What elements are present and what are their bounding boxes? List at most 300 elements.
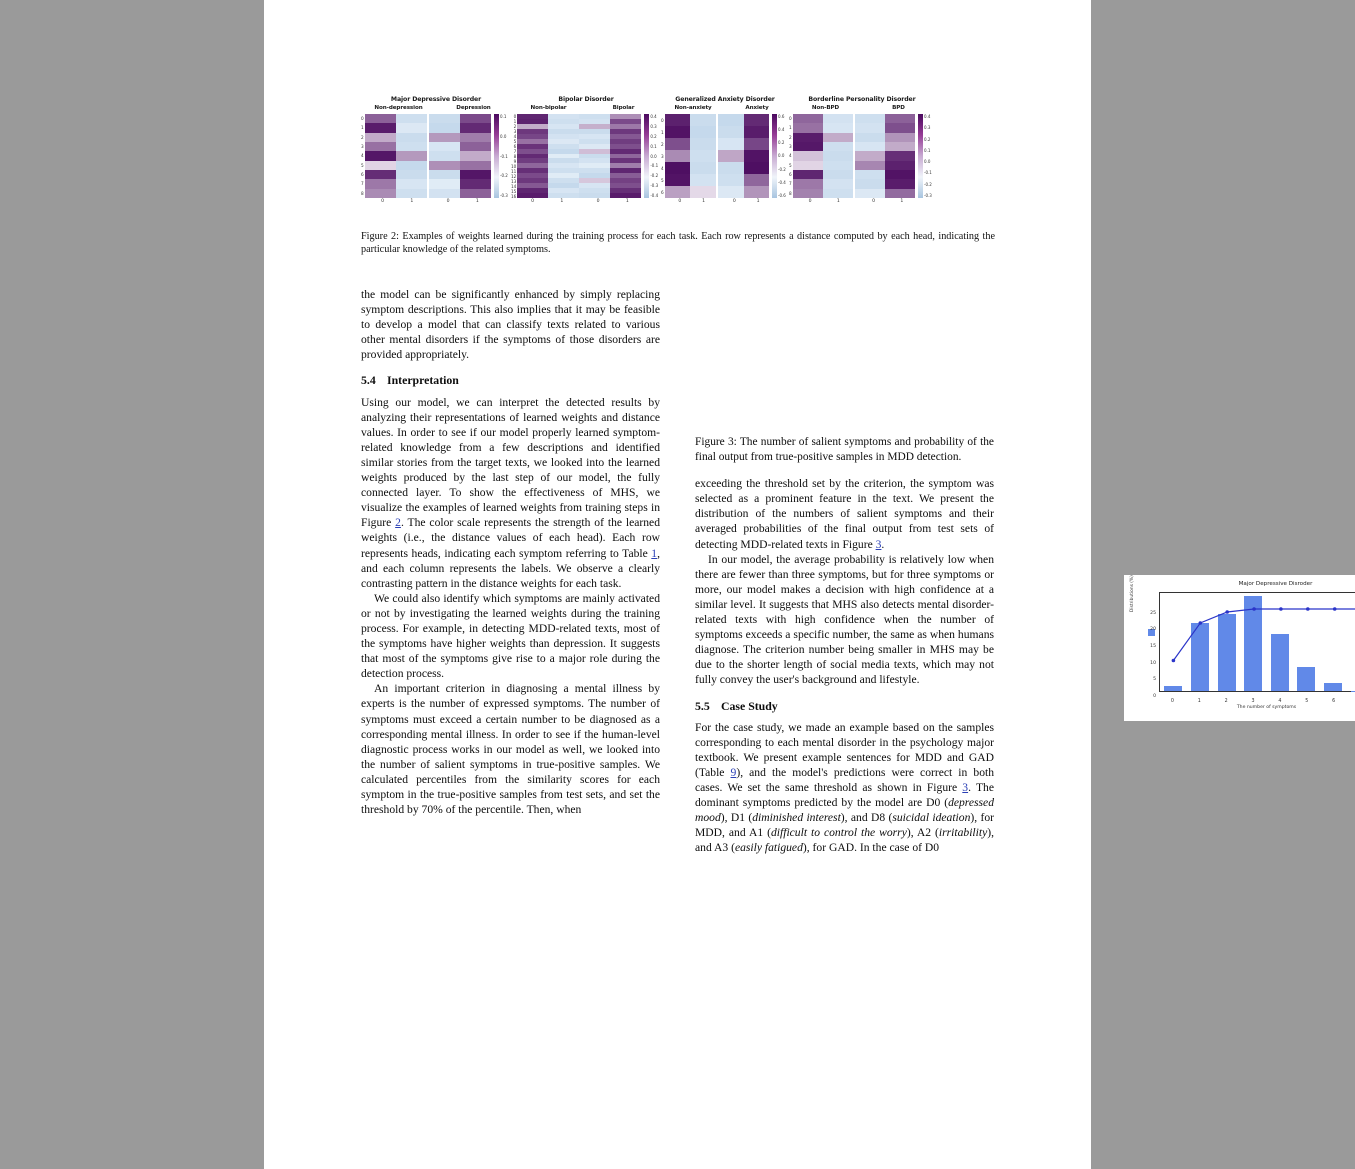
heatmap-y-tick: 10 [511,164,517,169]
heatmap-grid [429,114,491,198]
text-run: ), A2 ( [906,826,939,840]
heatmap-y-tick: 5 [361,162,364,168]
heatmap-y-tick: 2 [513,124,517,129]
heatmap-cell [396,170,427,179]
heatmap-cell [823,161,853,170]
heatmap-column [396,114,427,198]
heatmap-x-tick: 0 [596,199,600,204]
heatmap-x-tick: 0 [732,199,736,204]
heatmap-panel [661,96,789,206]
heatmap-cell [885,151,915,160]
heatmap-cell [365,179,396,188]
heatmap-cell [429,189,460,198]
chart-plot-area [1159,592,1355,692]
link-figure-3b[interactable]: 3 [962,780,969,794]
heatmap-colorbar [491,114,511,198]
chart-y-tick: 10 [1150,660,1156,666]
heatmap-cell [665,126,691,138]
heatmap-cell [460,170,491,179]
colorbar-tick: 0.0 [924,159,931,165]
heatmap-cell [396,142,427,151]
heatmap-cell [665,174,691,186]
heatmap-cell [690,114,716,126]
heatmap-grid [365,114,427,198]
heatmap-grid [855,114,915,198]
chart-x-tick: 6 [1332,699,1336,704]
paragraph: We could also identify which symptoms are mainly activated or not by investigating the learned weights during the training process. For example, in detecting MDD-related texts, most of the symptoms have higher weights than depression. It suggests that most of the symptoms give rise to a major role during the detection process. [361,591,660,681]
colorbar-tick: 0.1 [650,143,657,149]
section-heading-5-4 [361,373,660,388]
chart-x-tick: 4 [1278,699,1282,704]
heatmap-x-tick: 0 [446,199,450,204]
heatmap-cell [429,151,460,160]
heatmap-cell [429,114,460,123]
heatmap-grid [579,114,641,198]
heatmap-cell [793,161,823,170]
heatmap-y-tick: 2 [661,141,664,147]
heatmap-cell [690,174,716,186]
heatmap-y-tick: 7 [789,181,792,187]
heatmap-y-tick: 1 [661,129,664,135]
colorbar-tick: -0.2 [500,173,508,179]
colorbar-tick: 0.2 [778,140,785,146]
heatmap-cell [885,142,915,151]
heatmap-colorbar [641,114,661,198]
heatmap-cell [885,133,915,142]
heatmap-cell [823,123,853,132]
colorbar-tick: 0.4 [778,127,785,133]
heatmap-y-tick: 4 [513,134,517,139]
heatmap-y-tick: 2 [361,134,364,140]
heatmap-cell [855,123,885,132]
text-run: exceeding the threshold set by the criterion, the symptom was selected as a prominent feature in the text. We present the distribution of the numbers of salient symptoms and their averaged probabilities of the final output from test sets of detecting MDD-related texts in Figure [695,477,994,551]
text-run: ), and the model's predictions were correct in both cases. We set the same threshold as shown in Figure [695,765,995,794]
heatmap-y-tick: 6 [661,189,664,195]
heatmap-cell [460,161,491,170]
section-heading-5-5 [695,699,994,714]
link-figure-3[interactable]: 3 [875,537,882,551]
heatmap-y-tick: 3 [361,144,364,150]
heatmap-cell [823,189,853,198]
heatmap-column [365,114,396,198]
chart-y-tick: 0 [1153,694,1156,699]
heatmap-cell [690,126,716,138]
heatmap-x-tick: 1 [702,199,706,204]
colorbar-tick: 0.6 [778,114,785,119]
heatmap-cell [665,114,691,126]
heatmap-cell [365,123,396,132]
heatmap-cell [744,114,770,126]
heatmap-cell [396,114,427,123]
heatmap-y-tick: 11 [511,169,517,174]
heatmap-panel-title: Generalized Anxiety Disorder [675,96,775,103]
heatmap-cell [718,174,744,186]
heatmap-cell [823,142,853,151]
heatmap-x-tick: 1 [625,199,629,204]
text-run-italic: depressed mood [695,796,994,825]
heatmap-cell [460,142,491,151]
heatmap-cell [690,162,716,174]
heatmap-cell [365,142,396,151]
heatmap-subtitle: Bipolar [612,105,635,111]
text-run-italic: suicidal ideation [892,811,971,825]
heatmap-cell [396,189,427,198]
heatmap-cell [665,150,691,162]
text-run: . The color scale represents the strength of the learned weights (i.e., the distance values of each head). Each row represents heads, indicating each symptom referring to Table [361,516,660,560]
section-title: Interpretation [387,373,459,388]
heatmap-cell [885,114,915,123]
heatmap-cell [823,170,853,179]
heatmap-y-tick: 8 [789,190,792,196]
heatmap-cell [793,114,823,123]
heatmap-y-tick: 1 [789,125,792,131]
chart-x-tick: 2 [1224,699,1228,704]
heatmap-cell [460,179,491,188]
heatmap-cell [855,189,885,198]
heatmap-cell [885,161,915,170]
heatmap-subtitles [789,105,935,114]
heatmap-cell [744,150,770,162]
heatmap-cell [429,123,460,132]
link-figure-2[interactable]: 2 [395,516,401,530]
chart-y-axis-label: Distributions (%) [1130,575,1135,612]
heatmap-cell [690,150,716,162]
heatmap-column [855,114,885,198]
heatmap-column [823,114,853,198]
heatmap-cell [396,179,427,188]
heatmap-column [885,114,915,198]
colorbar-tick: 0.1 [924,147,931,153]
heatmap-cell [460,114,491,123]
heatmap-row [661,114,789,198]
heatmap-y-tick: 5 [661,177,664,183]
text-run: . The dominant symptoms predicted by the model are D0 ( [695,780,994,810]
heatmap-y-tick: 3 [661,153,664,159]
heatmap-cell [460,123,491,132]
heatmap-x-tick: 1 [410,199,414,204]
heatmap-cell [690,138,716,150]
right-column [695,287,1336,855]
heatmap-cell [429,142,460,151]
colorbar-tick: -0.4 [778,179,786,185]
text-run: . [881,537,885,551]
heatmap-column [610,114,641,198]
chart-y-tick: 5 [1153,677,1156,683]
text-run-italic: difficult to control the worry [770,826,907,840]
heatmap-cell [855,170,885,179]
chart-x-tick: 1 [1197,699,1201,704]
heatmap-y-tick: 3 [789,144,792,150]
heatmap-panel-title: Borderline Personality Disorder [808,96,916,103]
paragraph: In our model, the average probability is relatively low when there are fewer than three symptoms, but for three symptoms or more, our model makes a decision with high confidence at a similar level. It suggests that MHS also detects mental disorder-related texts with high confidence when the number of symptoms exceeds a specific number, the same as when humans diagnose. The criterion number being smaller in MHS may be due to the shorter length of social media texts, which may not fully convey the user's background and lifestyle. [695,552,994,687]
heatmap-subtitle: Depression [456,105,491,111]
heatmap-cell [429,179,460,188]
heatmap-cell [718,126,744,138]
text-run: ), for GAD. In the case of D0 [802,841,940,855]
heatmap-cell [429,170,460,179]
heatmap-y-tick: 8 [361,190,364,196]
heatmap-cell [548,193,579,198]
heatmap-subtitle: Non-BPD [811,105,840,111]
colorbar-tick: -0.4 [650,193,659,198]
section-number: 5.5 [695,698,710,713]
heatmap-cell [665,186,691,198]
colorbar-tick: 0.4 [650,114,657,119]
heatmap-x-tick: 1 [560,199,564,204]
chart-y-tick: 20 [1150,627,1156,633]
paragraph [695,476,994,551]
colorbar-tick-labels [499,114,511,198]
paragraph: the model can be significantly enhanced by simply replacing symptom descriptions. This also implies that it may be feasible to develop a model that can classify texts related to various other mental disorders if the symptoms of those disorders are provided appropriately. [361,288,660,362]
section-number: 5.4 [361,373,376,388]
heatmap-row [361,114,511,198]
heatmap-subtitles [361,105,511,114]
heatmap-cell [744,126,770,138]
heatmap-subtitle: Non-depression [374,105,423,111]
heatmap-cell [885,123,915,132]
heatmap-cell [460,189,491,198]
heatmap-subtitles [661,105,789,114]
heatmap-panel [789,96,935,206]
heatmap-colorbar [915,114,935,198]
heatmap-y-tick: 1 [361,125,364,131]
heatmap-y-tick: 4 [789,153,792,159]
heatmap-cell [718,162,744,174]
heatmap-cell [718,138,744,150]
heatmap-y-tick: 8 [513,154,517,159]
text-run-italic: irritability [938,826,988,840]
heatmap-cell [855,151,885,160]
text-run: ), for MDD, and A1 ( [695,811,994,840]
heatmap-cell [823,133,853,142]
heatmap-y-tick: 7 [361,181,364,187]
colorbar-tick: -0.3 [650,183,659,189]
colorbar-tick: 0.1 [500,114,507,119]
chart-x-tick: 0 [1170,699,1174,704]
heatmap-y-tick: 16 [511,194,517,199]
heatmap-cell [823,114,853,123]
text-run-italic: diminished interest [752,811,841,825]
colorbar-tick: -0.3 [500,193,508,198]
heatmap-column [579,114,610,198]
link-table-1[interactable]: 1 [651,546,658,560]
chart-y-tick: 25 [1150,610,1156,616]
heatmap-cell [718,150,744,162]
heatmap-cell [429,133,460,142]
left-column [361,287,660,817]
heatmap-x-tick: 0 [872,199,876,204]
heatmap-cell [793,179,823,188]
heatmap-cell [690,186,716,198]
heatmap-cell [365,189,396,198]
paragraph: An important criterion in diagnosing a mental illness by experts is the number of expressed symptoms. The number of symptoms must exceed a certain number to be diagnosed as a corresponding mental illness. In order to see if the human-level diagnostic process works in our model as well, we looked into the number of salient symptoms in true-positive samples. We calculated percentiles from the similarity scores for each symptom in the true-positive samples from test sets, and set the threshold by 70% of the percentile. Then, when [361,682,660,817]
heatmap-cell [365,161,396,170]
heatmap-cell [793,170,823,179]
heatmap-x-tick: 1 [475,199,479,204]
heatmap-cell [517,193,548,198]
heatmap-y-tick: 0 [789,116,792,122]
text-run: ), and D8 ( [840,811,893,825]
chart-x-tick: 3 [1251,699,1255,704]
text-run: ), and A3 ( [695,826,994,855]
heatmap-x-tick-labels [789,198,935,206]
text-run: Using our model, we can interpret the detected results by analyzing their representations of learned weights and distance values. In order to see if our model properly learned symptom-related knowledge from a few descriptions and identified similar stories from the target texts, we looked into the learned weights produced by the last step of our model, the fully connected layer. To show the effectiveness of MHS, we visualize the examples of learned weights from training steps in Figure [361,395,660,530]
heatmap-y-tick: 14 [511,184,517,189]
colorbar-tick: 0.2 [650,133,657,139]
heatmap-y-tick: 3 [513,129,517,134]
heatmap-cell [855,161,885,170]
heatmap-column [690,114,716,198]
heatmap-subtitle: BPD [892,105,905,111]
heatmap-column [517,114,548,198]
colorbar-tick: 0.4 [924,114,931,119]
heatmap-x-tick: 1 [900,199,904,204]
colorbar-tick-labels [777,114,789,198]
heatmap-panel [511,96,661,206]
colorbar-tick: 0.3 [924,125,931,131]
colorbar-tick: -0.1 [500,153,508,159]
heatmap-subtitle: Non-anxiety [674,105,712,111]
heatmap-cell [665,162,691,174]
heatmap-y-tick: 7 [513,149,517,154]
heatmap-y-tick: 5 [513,139,517,144]
heatmap-cell [885,170,915,179]
heatmap-x-tick: 0 [381,199,385,204]
figure-2-caption: Figure 2: Examples of weights learned during the training process for each task. Each row represents a distance computed by each head, indicating the particular knowledge of the related symptoms. [361,231,995,256]
heatmap-row [511,114,661,198]
paragraph [695,720,994,856]
colorbar-tick: 0.3 [650,123,657,129]
heatmap-panel-title: Bipolar Disorder [558,96,614,103]
heatmap-grid [517,114,579,198]
chart-x-axis-label: The number of symptoms [1236,705,1297,710]
colorbar-tick: 0.2 [924,136,931,142]
colorbar-tick: -0.2 [924,181,932,187]
colorbar-tick: 0.0 [778,153,785,159]
heatmap-x-tick-labels [511,198,661,206]
heatmap-row [789,114,935,198]
heatmap-panel [361,96,511,206]
heatmap-cell [396,123,427,132]
heatmap-cell [365,114,396,123]
heatmap-y-tick: 6 [513,144,517,149]
heatmap-y-tick: 0 [513,114,517,119]
heatmap-grid [718,114,769,198]
heatmap-cell [744,162,770,174]
chart-x-tick: 5 [1305,699,1309,704]
heatmap-y-tick: 0 [361,116,364,122]
heatmap-cell [744,174,770,186]
heatmap-grid [665,114,716,198]
heatmap-cell [855,179,885,188]
heatmap-x-tick: 1 [836,199,840,204]
heatmap-y-tick: 6 [789,172,792,178]
heatmap-cell [793,151,823,160]
heatmap-cell [793,142,823,151]
heatmap-cell [460,151,491,160]
heatmap-cell [718,114,744,126]
figure-3-caption: Figure 3: The number of salient symptoms and probability of the final output from true-positive samples in MDD detection. [695,436,994,463]
heatmap-y-tick: 12 [511,174,517,179]
heatmap-cell [665,138,691,150]
chart-line-series [1160,593,1355,693]
heatmap-cell [823,151,853,160]
figure-3 [1124,575,1355,721]
heatmap-cell [855,142,885,151]
heatmap-column [548,114,579,198]
heatmap-y-tick: 9 [513,159,517,164]
text-run: , and each column represents the labels. We observe a clearly contrasting pattern in the distance weights for each task. [361,546,660,590]
heatmap-y-tick: 5 [789,162,792,168]
heatmap-cell [396,151,427,160]
heatmap-subtitle: Non-bipolar [530,105,567,111]
heatmap-y-tick: 4 [661,165,664,171]
link-table-9[interactable]: 9 [730,765,737,779]
heatmap-cell [744,138,770,150]
heatmap-cell [396,161,427,170]
heatmap-y-tick: 4 [361,153,364,159]
heatmap-cell [855,133,885,142]
heatmap-y-tick: 15 [511,189,517,194]
heatmap-y-tick: 2 [789,134,792,140]
colorbar-tick: -0.2 [650,173,659,179]
text-run: ), D1 ( [720,811,753,825]
heatmap-cell [396,133,427,142]
colorbar-tick: -0.1 [650,163,659,169]
heatmap-column [718,114,744,198]
chart-title: Major Depressive Disroder [1238,581,1313,587]
heatmap-colorbar [769,114,789,198]
text-run: For the case study, we made an example based on the samples corresponding to each mental disorder in the psychology major textbook. We present example sentences for MDD and GAD (Table [695,720,994,779]
heatmap-cell [744,186,770,198]
heatmap-x-tick-labels [661,198,789,206]
heatmap-cell [365,170,396,179]
heatmap-cell [365,151,396,160]
heatmap-cell [823,179,853,188]
heatmap-y-tick: 0 [661,117,664,123]
heatmap-y-tick: 6 [361,172,364,178]
colorbar-tick: -0.2 [778,166,786,172]
heatmap-cell [579,193,610,198]
paper-page [264,0,1336,1169]
heatmap-x-tick: 1 [756,199,760,204]
colorbar-tick: 0.0 [500,133,507,139]
colorbar-tick-labels [923,114,935,198]
figure-2 [361,96,994,214]
paragraph [361,395,660,591]
heatmap-cell [885,189,915,198]
heatmap-y-tick: 1 [513,119,517,124]
heatmap-x-tick: 0 [808,199,812,204]
section-title: Case Study [721,698,778,713]
colorbar-tick: -0.1 [924,170,932,176]
text-run-italic: easily fatigued [734,841,803,855]
heatmap-cell [429,161,460,170]
heatmap-x-tick-labels [361,198,511,206]
figure-2-panels [361,96,994,214]
heatmap-panel-title: Major Depressive Disorder [390,96,482,103]
heatmap-cell [365,133,396,142]
heatmap-column [460,114,491,198]
heatmap-subtitle: Anxiety [745,105,769,111]
heatmap-cell [460,133,491,142]
heatmap-subtitles [511,105,661,114]
colorbar-tick: -0.6 [778,192,786,198]
heatmap-x-tick: 0 [531,199,535,204]
heatmap-y-tick: 13 [511,179,517,184]
heatmap-cell [855,114,885,123]
heatmap-cell [718,186,744,198]
